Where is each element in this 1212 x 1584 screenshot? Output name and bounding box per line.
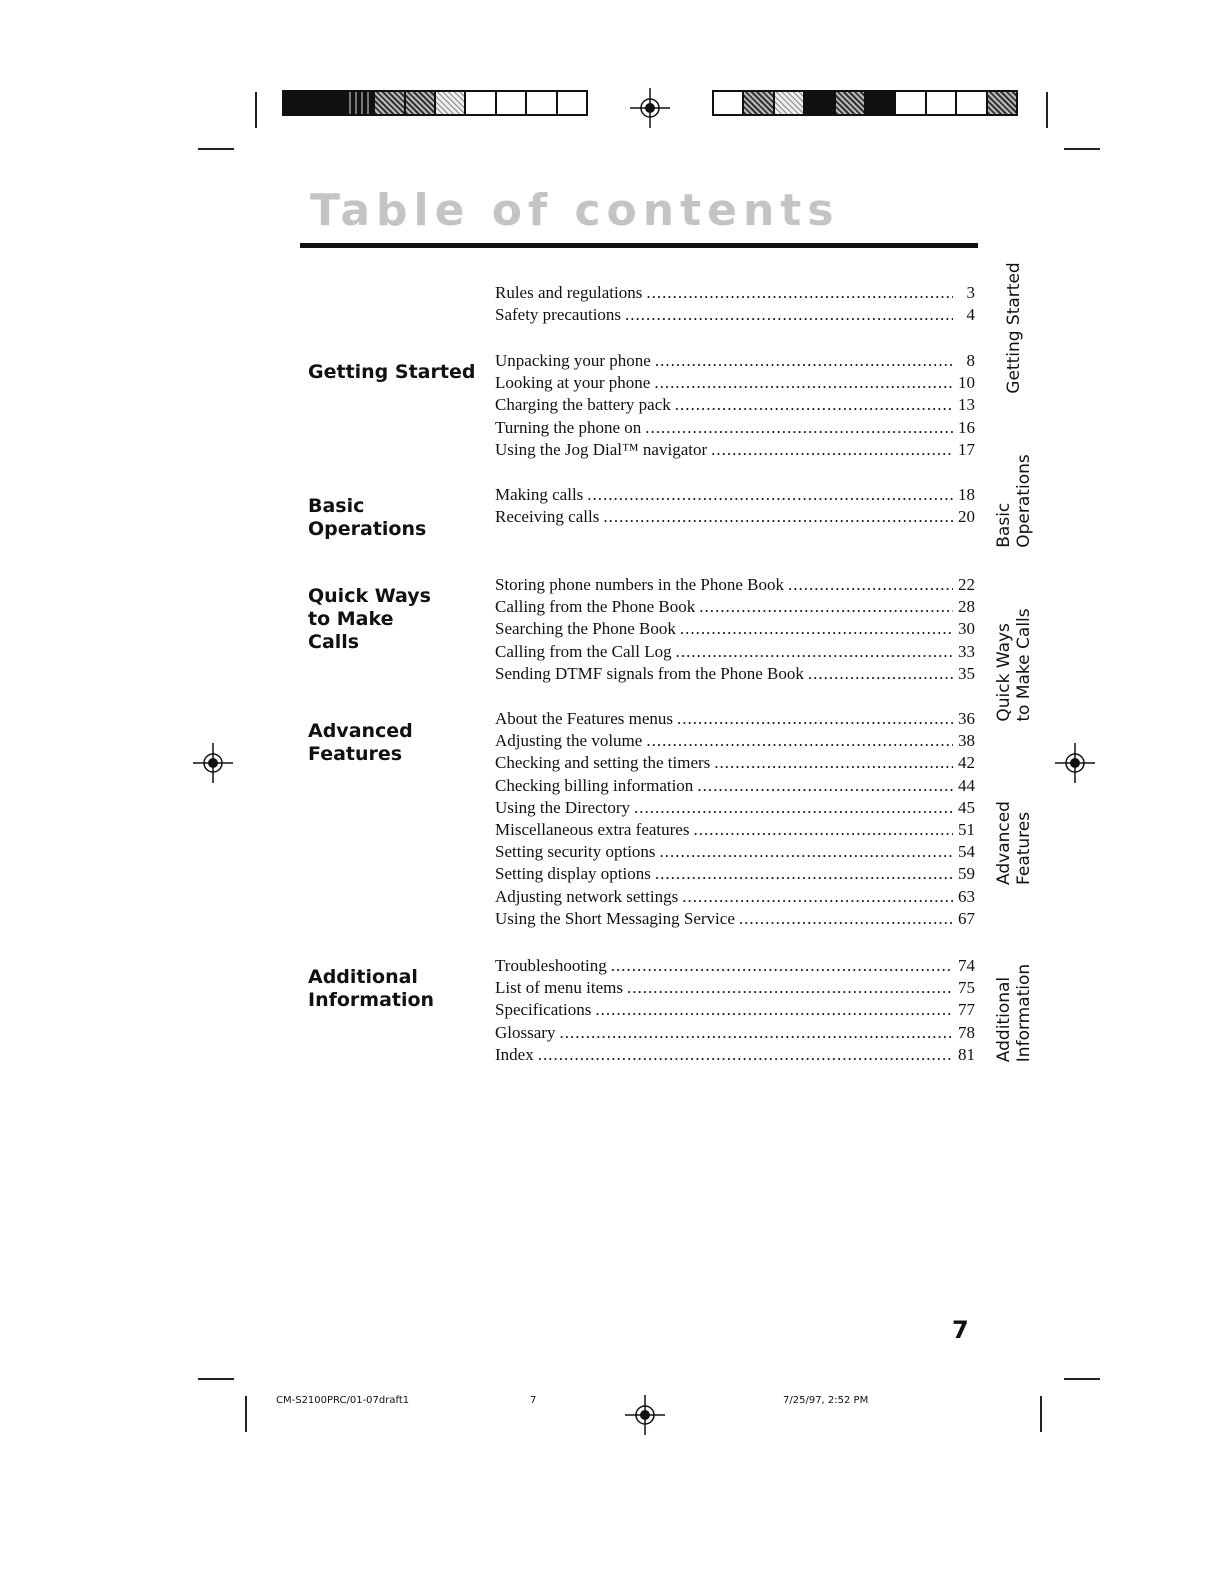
crop-mark-top-right-h bbox=[1064, 148, 1100, 150]
leader-dots bbox=[634, 797, 953, 819]
toc-entry-page: 10 bbox=[958, 373, 975, 393]
toc-entry-page: 54 bbox=[958, 842, 975, 862]
side-tab-getting-started[interactable] bbox=[990, 255, 1038, 400]
toc-entry-page: 44 bbox=[958, 775, 975, 795]
toc-entry[interactable] bbox=[495, 618, 975, 640]
bar-cell bbox=[436, 92, 466, 114]
side-tab-line: Information bbox=[1014, 963, 1034, 1062]
bar-cell bbox=[744, 92, 774, 114]
leader-dots bbox=[559, 1022, 953, 1044]
toc-list-basic-operations bbox=[495, 484, 975, 528]
toc-entry-title: Using the Short Messaging Service bbox=[495, 908, 735, 928]
bar-cell bbox=[957, 92, 987, 114]
toc-entry[interactable] bbox=[495, 863, 975, 885]
toc-entry-title: Unpacking your phone bbox=[495, 351, 651, 370]
footer-page: 7 bbox=[530, 1395, 537, 1406]
toc-entry[interactable] bbox=[495, 1044, 975, 1066]
toc-entry[interactable] bbox=[495, 708, 975, 730]
toc-list-additional-information bbox=[495, 955, 975, 1066]
toc-entry-page: 28 bbox=[958, 597, 975, 617]
toc-entry-title: Looking at your phone bbox=[495, 373, 651, 393]
toc-entry[interactable] bbox=[495, 819, 975, 841]
toc-entry[interactable] bbox=[495, 417, 975, 439]
toc-entry-title: Specifications bbox=[495, 1000, 592, 1020]
toc-entry[interactable] bbox=[495, 439, 975, 461]
toc-entry-title: List of menu items bbox=[495, 978, 623, 998]
leader-dots bbox=[611, 955, 953, 977]
toc-entry[interactable] bbox=[495, 1022, 975, 1044]
toc-entry-title: Receiving calls bbox=[495, 507, 600, 527]
side-tab-line: to Make Calls bbox=[1014, 608, 1034, 722]
toc-entry-title: Glossary bbox=[495, 1022, 556, 1042]
toc-entry[interactable] bbox=[495, 663, 975, 685]
side-tab-additional-information[interactable] bbox=[990, 955, 1038, 1070]
section-heading-getting-started: Getting Started bbox=[308, 361, 476, 383]
side-tab-label bbox=[994, 801, 1034, 885]
toc-entry-title: Checking billing information bbox=[495, 775, 694, 795]
toc-entry-title: Calling from the Phone Book bbox=[495, 597, 696, 617]
toc-entry-title: Checking and setting the timers bbox=[495, 753, 711, 773]
leader-dots bbox=[711, 439, 953, 461]
leader-dots bbox=[714, 752, 953, 774]
toc-entry-page: 16 bbox=[958, 417, 975, 437]
toc-entry-page: 17 bbox=[958, 439, 975, 459]
toc-entry-title: Index bbox=[495, 1044, 534, 1064]
toc-entry-title: Troubleshooting bbox=[495, 956, 607, 975]
toc-entry[interactable] bbox=[495, 394, 975, 416]
leader-dots bbox=[655, 863, 953, 885]
leader-dots bbox=[682, 886, 953, 908]
footer-timestamp: 7/25/97, 2:52 PM bbox=[783, 1395, 869, 1406]
toc-entry[interactable] bbox=[495, 999, 975, 1021]
bar-cell bbox=[866, 92, 896, 114]
color-bar-left bbox=[282, 90, 588, 116]
crop-mark-bottom-left-h bbox=[198, 1378, 234, 1380]
toc-entry[interactable] bbox=[495, 372, 975, 394]
bar-cell bbox=[345, 92, 375, 114]
leader-dots bbox=[655, 350, 953, 372]
leader-dots bbox=[627, 977, 953, 999]
bar-cell bbox=[988, 92, 1016, 114]
toc-entry-page: 35 bbox=[958, 663, 975, 683]
bar-cell bbox=[558, 92, 586, 114]
toc-entry-page: 4 bbox=[966, 305, 975, 325]
leader-dots bbox=[538, 1044, 953, 1066]
title-rule bbox=[300, 243, 978, 248]
toc-entry-page: 59 bbox=[958, 864, 975, 884]
crop-mark-top-left-h bbox=[198, 148, 234, 150]
side-tab-label bbox=[994, 963, 1034, 1061]
toc-entry[interactable] bbox=[495, 596, 975, 618]
toc-entry-title: Searching the Phone Book bbox=[495, 619, 676, 639]
side-tab-line: Basic bbox=[994, 502, 1014, 548]
bar-cell bbox=[314, 92, 344, 114]
toc-entry-page: 51 bbox=[958, 819, 975, 839]
leader-dots bbox=[676, 641, 953, 663]
toc-entry[interactable] bbox=[495, 730, 975, 752]
toc-entry-page: 67 bbox=[958, 908, 975, 928]
toc-entry-page: 22 bbox=[958, 575, 975, 594]
side-tab-line: Quick Ways bbox=[994, 623, 1014, 722]
toc-entry-page: 13 bbox=[958, 395, 975, 415]
registration-target-icon bbox=[630, 88, 670, 128]
side-tab-advanced-features[interactable] bbox=[990, 795, 1038, 890]
crop-mark-bottom-left bbox=[245, 1396, 247, 1432]
leader-dots bbox=[595, 999, 953, 1021]
bar-cell bbox=[805, 92, 835, 114]
page-title: Table of contents bbox=[310, 185, 840, 236]
bar-cell bbox=[406, 92, 436, 114]
toc-entry-page: 42 bbox=[958, 753, 975, 773]
toc-entry[interactable] bbox=[495, 775, 975, 797]
side-tab-line: Advanced bbox=[994, 800, 1014, 885]
toc-list-advanced-features bbox=[495, 708, 975, 930]
leader-dots bbox=[808, 663, 953, 685]
toc-entry[interactable] bbox=[495, 886, 975, 908]
toc-entry-page: 45 bbox=[958, 797, 975, 817]
footer-doc-id: CM-S2100PRC/01-07draft1 bbox=[276, 1395, 410, 1406]
toc-entry-title: Calling from the Call Log bbox=[495, 641, 672, 661]
side-tab-quick-ways[interactable] bbox=[990, 600, 1038, 730]
toc-entry[interactable] bbox=[495, 977, 975, 999]
toc-entry[interactable] bbox=[495, 641, 975, 663]
toc-entry-title: Storing phone numbers in the Phone Book bbox=[495, 575, 784, 594]
toc-entry-title: Rules and regulations bbox=[495, 283, 643, 302]
side-tab-label bbox=[994, 608, 1034, 721]
toc-entry-page: 38 bbox=[958, 731, 975, 751]
leader-dots bbox=[739, 908, 953, 930]
toc-entry-page: 77 bbox=[958, 1000, 975, 1020]
side-tab-line: Operations bbox=[1014, 453, 1034, 548]
bar-cell bbox=[714, 92, 744, 114]
toc-list-quick-ways bbox=[495, 574, 975, 685]
toc-entry-title: Sending DTMF signals from the Phone Book bbox=[495, 663, 804, 683]
toc-entry-page: 75 bbox=[958, 978, 975, 998]
bar-cell bbox=[284, 92, 314, 114]
toc-entry-page: 8 bbox=[966, 351, 975, 370]
toc-entry-title: About the Features menus bbox=[495, 709, 673, 728]
toc-entry-title: Using the Jog Dial™ navigator bbox=[495, 439, 708, 459]
leader-dots bbox=[693, 819, 953, 841]
toc-entry-title: Turning the phone on bbox=[495, 417, 642, 437]
toc-entry[interactable] bbox=[495, 304, 975, 326]
registration-target-icon bbox=[625, 1395, 665, 1435]
crop-mark-top-right bbox=[1046, 92, 1048, 128]
color-bar-right bbox=[712, 90, 1018, 116]
toc-entry[interactable] bbox=[495, 752, 975, 774]
bar-cell bbox=[927, 92, 957, 114]
side-tab-line: Features bbox=[1014, 811, 1034, 885]
crop-mark-top-left bbox=[255, 92, 257, 128]
crop-mark-bottom-right-h bbox=[1064, 1378, 1100, 1380]
bar-cell bbox=[836, 92, 866, 114]
toc-entry[interactable] bbox=[495, 841, 975, 863]
toc-entry-page: 20 bbox=[958, 507, 975, 527]
leader-dots bbox=[645, 417, 953, 439]
toc-entry-page: 3 bbox=[966, 283, 975, 302]
toc-entry-title: Making calls bbox=[495, 485, 584, 504]
bar-cell bbox=[775, 92, 805, 114]
bar-cell bbox=[497, 92, 527, 114]
leader-dots bbox=[660, 841, 953, 863]
leader-dots bbox=[603, 506, 953, 528]
page-number: 7 bbox=[952, 1316, 969, 1344]
toc-entry-page: 36 bbox=[958, 709, 975, 728]
toc-entry-page: 74 bbox=[958, 956, 975, 975]
toc-entry-title: Setting security options bbox=[495, 842, 656, 862]
toc-entry-title: Adjusting the volume bbox=[495, 731, 643, 751]
leader-dots bbox=[699, 596, 953, 618]
toc-entry-title: Setting display options bbox=[495, 864, 651, 884]
toc-list-getting-started-1 bbox=[495, 282, 975, 326]
crop-mark-bottom-right bbox=[1040, 1396, 1042, 1432]
toc-entry-page: 81 bbox=[958, 1044, 975, 1064]
side-tab-line: Getting Started bbox=[1004, 261, 1024, 394]
leader-dots bbox=[675, 394, 953, 416]
leader-dots bbox=[788, 574, 953, 596]
registration-target-icon bbox=[193, 743, 233, 783]
toc-entry-page: 33 bbox=[958, 641, 975, 661]
toc-entry[interactable] bbox=[495, 574, 975, 596]
side-tab-label bbox=[994, 454, 1034, 547]
toc-entry[interactable] bbox=[495, 484, 975, 506]
section-heading-basic-operations: Basic Operations bbox=[308, 495, 427, 540]
toc-entry-title: Safety precautions bbox=[495, 305, 622, 325]
bar-cell bbox=[375, 92, 405, 114]
leader-dots bbox=[697, 775, 953, 797]
section-heading-additional-information: Additional Information bbox=[308, 966, 435, 1011]
toc-entry-title: Using the Directory bbox=[495, 797, 631, 817]
side-tab-line: Additional bbox=[994, 976, 1014, 1062]
toc-entry-title: Adjusting network settings bbox=[495, 886, 679, 906]
leader-dots bbox=[646, 730, 953, 752]
toc-entry[interactable] bbox=[495, 506, 975, 528]
leader-dots bbox=[680, 618, 953, 640]
leader-dots bbox=[654, 372, 953, 394]
leader-dots bbox=[646, 282, 953, 304]
toc-entry-page: 63 bbox=[958, 886, 975, 906]
leader-dots bbox=[677, 708, 953, 730]
bar-cell bbox=[896, 92, 926, 114]
section-heading-quick-ways: Quick Ways to Make Calls bbox=[308, 585, 431, 653]
toc-entry-page: 18 bbox=[958, 485, 975, 504]
leader-dots bbox=[587, 484, 953, 506]
toc-entry-page: 30 bbox=[958, 619, 975, 639]
toc-entry-page: 78 bbox=[958, 1022, 975, 1042]
bar-cell bbox=[466, 92, 496, 114]
leader-dots bbox=[625, 304, 953, 326]
toc-list-getting-started-2 bbox=[495, 350, 975, 461]
side-tab-label bbox=[1004, 262, 1024, 393]
section-heading-advanced-features: Advanced Features bbox=[308, 720, 413, 765]
toc-entry[interactable] bbox=[495, 955, 975, 977]
registration-target-icon bbox=[1055, 743, 1095, 783]
toc-entry[interactable] bbox=[495, 282, 975, 304]
toc-entry-title: Charging the battery pack bbox=[495, 395, 671, 415]
bar-cell bbox=[527, 92, 557, 114]
toc-entry-title: Miscellaneous extra features bbox=[495, 819, 690, 839]
side-tab-basic-operations[interactable] bbox=[990, 448, 1038, 553]
toc-entry[interactable] bbox=[495, 350, 975, 372]
toc-entry[interactable] bbox=[495, 797, 975, 819]
toc-entry[interactable] bbox=[495, 908, 975, 930]
